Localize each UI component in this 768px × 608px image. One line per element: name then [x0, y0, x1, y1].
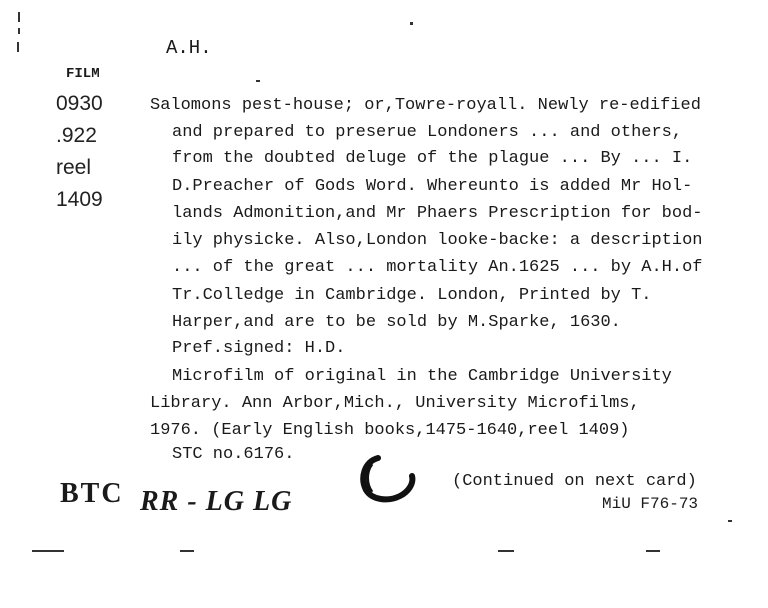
call-number-line-1: 0930	[56, 92, 103, 115]
call-number-line-3: reel	[56, 156, 92, 179]
scan-artifact	[32, 550, 64, 552]
film-label: FILM	[66, 66, 100, 82]
scan-artifact	[18, 12, 20, 22]
scan-artifact	[498, 550, 514, 552]
call-number-line-4: 1409	[56, 188, 103, 211]
scan-artifact	[410, 22, 413, 25]
entry-line-5: lands Admonition,and Mr Phaers Prescription for bod-	[172, 204, 703, 223]
handwritten-initials: RR - LG LG	[140, 486, 293, 517]
scan-artifact	[256, 80, 260, 82]
continued-note: (Continued on next card)	[452, 472, 697, 491]
entry-line-7: ... of the great ... mortality An.1625 ... by A.H.of	[172, 258, 703, 277]
entry-line-14: STC no.6176.	[172, 445, 295, 464]
card-heading: A.H.	[166, 37, 212, 59]
entry-line-2: and prepared to preserue Londoners ... and others,	[172, 123, 683, 142]
entry-line-12: Library. Ann Arbor,Mich., University Microfilms,	[150, 394, 640, 413]
scan-artifact	[728, 520, 732, 522]
entry-line-3: from the doubted deluge of the plague ... By ... I.	[172, 149, 693, 168]
control-number: MiU F76-73	[602, 495, 699, 513]
entry-line-13: 1976. (Early English books,1475-1640,reel 1409)	[150, 421, 630, 440]
entry-line-9: Harper,and are to be sold by M.Sparke, 1630.	[172, 313, 621, 332]
entry-line-8: Tr.Colledge in Cambridge. London, Printed by T.	[172, 286, 652, 305]
scan-artifact	[18, 28, 20, 34]
entry-line-6: ily physicke. Also,London looke-backe: a description	[172, 231, 703, 250]
scan-artifact	[180, 550, 194, 552]
scan-artifact	[646, 550, 660, 552]
entry-line-4: D.Preacher of Gods Word. Whereunto is added Mr Hol-	[172, 177, 693, 196]
entry-line-11: Microfilm of original in the Cambridge University	[172, 367, 672, 386]
entry-line-10: Pref.signed: H.D.	[172, 339, 346, 358]
scan-artifact	[17, 42, 19, 52]
entry-line-1: Salomons pest-house; or,Towre-royall. Newly re-edified	[150, 96, 701, 115]
punch-hole-mark	[356, 452, 420, 504]
call-number-line-2: .922	[56, 124, 97, 147]
btc-stamp: BTC	[60, 478, 124, 509]
